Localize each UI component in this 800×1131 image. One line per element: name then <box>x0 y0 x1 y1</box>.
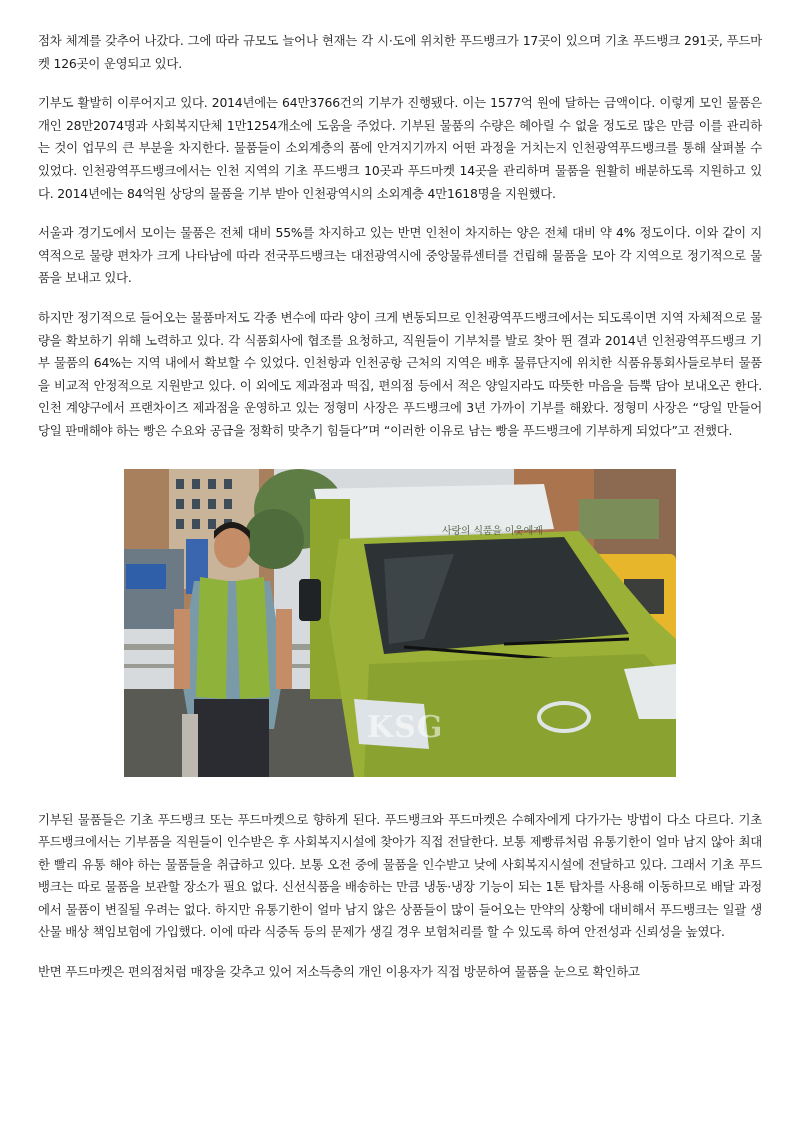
paragraph-1: 점차 체계를 갖추어 나갔다. 그에 따라 규모도 늘어나 현재는 각 시·도에 위치한 푸드뱅크가 17곳이 있으며 기초 푸드뱅크 291곳, 푸드마켓 126곳이 운영되고 있다. <box>38 33 762 71</box>
paragraph-4: 하지만 정기적으로 들어오는 물품마저도 각종 변수에 따라 양이 크게 변동되므로 인천광역푸드뱅크에서는 되도록이면 지역 자체적으로 물량을 확보하기 위해 노력하고 있다. 각 식품회사에 협조를 요청하고, 직원들이 기부처를 발로 찾아 뛴 결과 2014년 인천광역푸드뱅크 기부 물품의 64%는 지역 내에서 확보할 수 있었다. 인천항과 인천공항 근처의 지역은 배후 물류단지에 위치한 식품유통회사들로부터 물품을 비교적 안정적으로 지원받고 있다. 이 외에도 제과점과 떡집, 편의점 등에서 적은 양일지라도 따뜻한 마음을 듬뿍 담아 보내오곤 한다. 인천 계양구에서 프랜차이즈 제과점을 운영하고 있는 정형미 사장은 푸드뱅크에 3년 가까이 기부를 해왔다. 정형미 사장은 “당일 만들어 당일 판매해야 하는 빵은 수요와 공급을 정확히 맞추기 힘들다”며 “이러한 이유로 남는 빵을 푸드뱅크에 기부하게 되었다”고 전했다. <box>38 309 762 438</box>
paragraph-3: 서울과 경기도에서 모이는 물품은 전체 대비 55%를 차지하고 있는 반면 인천이 차지하는 양은 전체 대비 약 4% 정도이다. 이와 같이 지역적으로 물량 편차가 크게 나타남에 따라 전국푸드뱅크는 대전광역시에 중앙물류센터를 건립해 물품을 모아 각 지역으로 정기적으로 물품을 보내고 있다. <box>38 225 762 286</box>
paragraph-6: 반면 푸드마켓은 편의점처럼 매장을 갖추고 있어 저소득층의 개인 이용자가 직접 방문하여 물품을 눈으로 확인하고 <box>38 964 640 980</box>
paragraph-2: 기부도 활발히 이루어지고 있다. 2014년에는 64만3766건의 기부가 진행됐다. 이는 1577억 원에 달하는 금액이다. 이렇게 모인 물품은 개인 28만2074명과 사회복지단체 1만1254개소에 도움을 주었다. 기부된 물품의 수량은 헤아릴 수 없을 정도로 많은 만큼 이를 관리하는 것이 업무의 큰 부분을 차지한다. 물품들이 소외계층의 품에 안겨지기까지 어떤 과정을 거치는지 인천광역푸드뱅크를 통해 살펴볼 수 있었다. 인천광역푸드뱅크에서는 인천 지역의 기초 푸드뱅크 10곳과 푸드마켓 14곳을 관리하며 물품을 원활히 배분하도록 지원하고 있다. 2014년에는 84억원 상당의 물품을 기부 받아 인천광역시의 소외계층 4만1618명을 지원했다. <box>38 95 762 201</box>
truck-slogan: 사랑의 식품을 이웃에게 <box>442 525 543 537</box>
paragraph-5: 기부된 물품들은 기초 푸드뱅크 또는 푸드마켓으로 향하게 된다. 푸드뱅크와 푸드마켓은 수혜자에게 다가가는 방법이 다소 다르다. 기초 푸드뱅크에서는 기부품을 직원들이 인수받은 후 사회복지시설에 찾아가 직접 전달한다. 보통 제빵류처럼 유통기한이 얼마 남지 않아 최대한 빨리 유통 해야 하는 물품들을 취급하고 있다. 보통 오전 중에 물품을 인수받고 낮에 사회복지시설에 전달하고 있다. 그래서 기초 푸드뱅크는 따로 물품을 보관할 장소가 필요 없다. 신선식품을 배송하는 만큼 냉동·냉장 기능이 되는 1톤 탑차를 사용해 이동하므로 배달 과정에서 물품이 변질될 우려는 없다. 하지만 유통기한이 얼마 남지 않은 상품들이 많이 들어오는 만약의 상황에 대비해서 푸드뱅크는 일괄 생산물 배상 책임보험에 가입했다. 이에 따라 식중독 등의 문제가 생길 경우 보험처리를 할 수 있도록 하여 안전성과 신뢰성을 높였다. <box>38 811 762 940</box>
watermark: KSG <box>367 709 444 745</box>
article <box>38 30 762 1001</box>
article-photo <box>124 469 676 777</box>
